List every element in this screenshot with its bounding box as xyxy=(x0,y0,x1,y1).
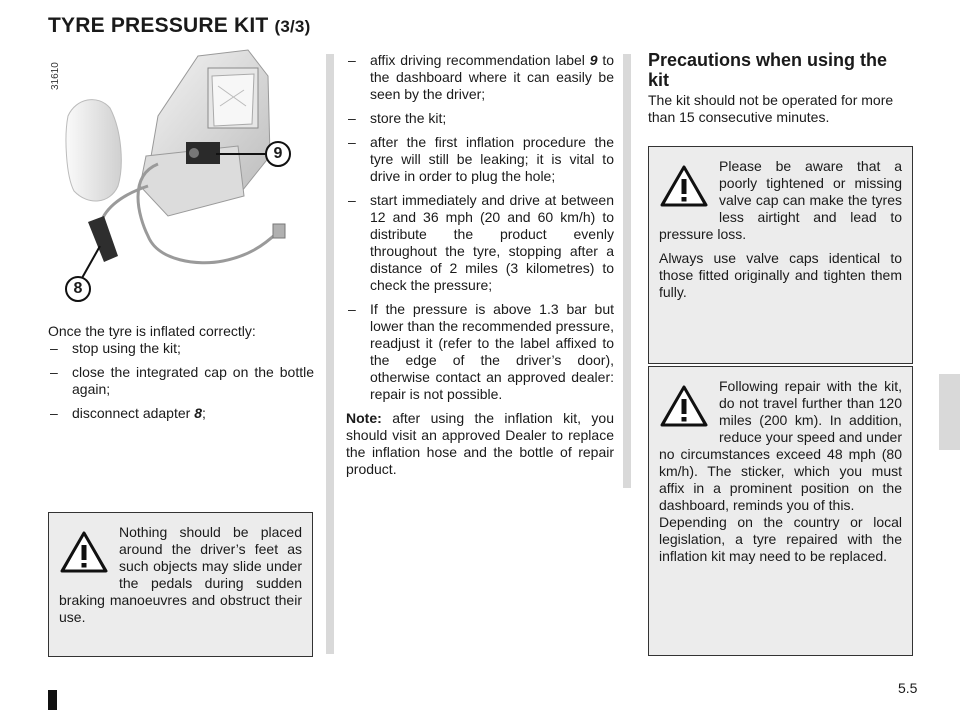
item-text: affix driving recommendation label xyxy=(370,52,590,68)
section-tab xyxy=(939,374,960,450)
right-intro: The kit should not be operated for more than 15 consecutive minutes. xyxy=(648,92,894,125)
warning-triangle-icon xyxy=(659,164,709,208)
item-text: disconnect adapter xyxy=(72,405,195,421)
list-item: – If the pressure is above 1.3 bar but lower than the recommended pressure, readjust it (refer to the label affixed to the edge of the driver’s door), otherwise contact an approved dealer: repair is not possible. xyxy=(346,301,614,403)
note-text: after using the inflation kit, you should visit an approved Dealer to replace the inflation hose and the bottle of repair product. xyxy=(346,410,614,477)
warning-box-repair-limits xyxy=(648,366,913,656)
left-intro: Once the tyre is inflated correctly: xyxy=(48,323,256,339)
item-ref-number: 9 xyxy=(589,52,598,68)
column-divider-right xyxy=(623,54,631,488)
section-heading: Precautions when using the kit xyxy=(648,50,888,90)
warning-triangle-icon xyxy=(659,384,709,428)
right-column xyxy=(648,50,912,126)
warning-text: Always use valve caps identical to those fitted originally and tighten them fully. xyxy=(659,250,902,300)
list-item: – start immediately and drive at between 12 and 36 mph (20 and 60 km/h) to distribute the product evenly throughout the tyre, stopping after a distance of 2 miles (3 kilometres) to check the pressure; xyxy=(346,192,614,294)
note-label: Note: xyxy=(346,410,382,426)
note-paragraph xyxy=(346,410,614,478)
left-column xyxy=(48,323,314,429)
warning-box-feet xyxy=(48,512,313,657)
list-item xyxy=(48,405,314,422)
list-item xyxy=(346,52,614,103)
warning-triangle-icon xyxy=(59,530,109,574)
list-item: – store the kit; xyxy=(346,110,614,127)
page-number: 5.5 xyxy=(898,680,918,696)
title-text: TYRE PRESSURE KIT xyxy=(48,14,269,37)
warning-text: Please be aware that a poorly tightened or missing valve cap can make the tyres less airtight and lead to pressure loss. xyxy=(659,158,902,242)
left-list xyxy=(48,340,314,422)
list-item: – stop using the kit; xyxy=(48,340,314,357)
list-item: – close the integrated cap on the bottle again; xyxy=(48,364,314,398)
kit-illustration xyxy=(48,46,314,308)
warning-text: Depending on the country or local legislation, a tyre repaired with the inflation kit may need to be replaced. xyxy=(659,514,902,564)
item-text: ; xyxy=(202,405,206,421)
middle-column xyxy=(346,52,614,478)
warning-text: Nothing should be placed around the driver’s feet as such objects may slide under the pedals during sudden braking manoeuvres and obstruct their use. xyxy=(59,524,302,625)
callout-8: 8 xyxy=(73,280,83,297)
warning-box-valve-caps xyxy=(648,146,913,364)
item-ref-number: 8 xyxy=(194,405,202,421)
middle-list xyxy=(346,52,614,403)
callout-9: 9 xyxy=(273,145,283,162)
page-title xyxy=(48,14,310,38)
corner-mark xyxy=(48,690,57,710)
item-text: to the dashboard where it can easily be seen by the driver; xyxy=(370,52,614,102)
title-page-suffix: (3/3) xyxy=(274,17,311,36)
column-divider-left xyxy=(326,54,334,654)
figure-reference: 31610 xyxy=(50,62,61,90)
kit-photo xyxy=(48,46,314,308)
list-item: – after the first inflation procedure the tyre will still be leaking; it is vital to drive in order to plug the hole; xyxy=(346,134,614,185)
warning-text: Following repair with the kit, do not travel further than 120 miles (200 km). In addition, reduce your speed and under no circumstances exceed 48 mph (80 km/h). The sticker, which you must affix in a prominent position on the dashboard, reminds you of this. xyxy=(659,378,902,513)
